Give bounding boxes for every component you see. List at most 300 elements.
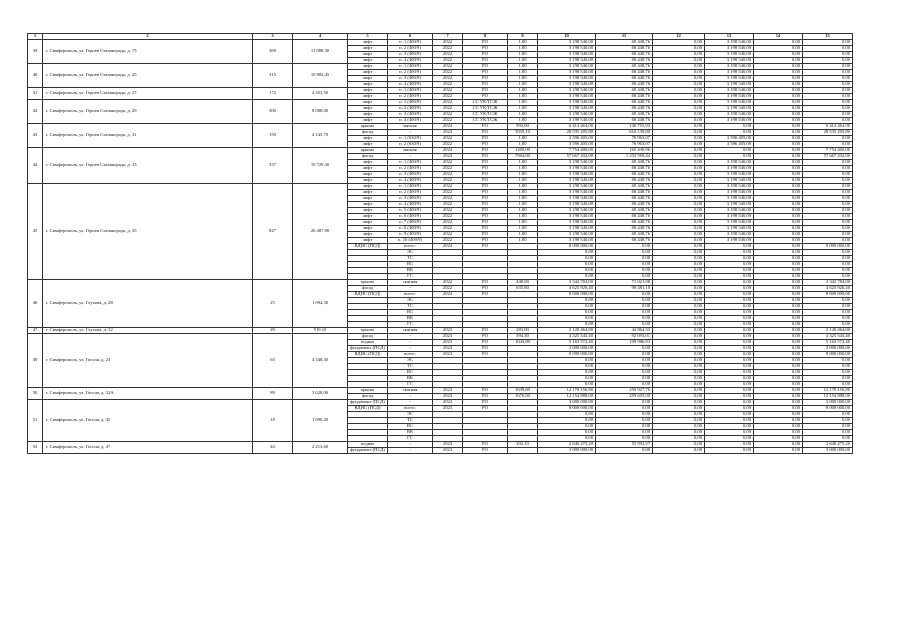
table-cell: 3 198 540,00 bbox=[705, 106, 754, 112]
table-cell: 0,00 bbox=[653, 64, 705, 70]
table-cell: РО bbox=[463, 442, 508, 448]
table-cell: 5 163 572,40 bbox=[538, 340, 596, 346]
table-cell: 0,00 bbox=[754, 364, 803, 370]
table-cell: 0,00 bbox=[754, 40, 803, 46]
table-cell: 3 198 540,00 bbox=[538, 76, 596, 82]
table-cell: фундамент (ПСД) bbox=[348, 448, 388, 454]
table-cell: 0,00 bbox=[754, 358, 803, 364]
table-cell: РО bbox=[463, 202, 508, 208]
table-cell: 68 448,76 bbox=[596, 238, 653, 244]
count-cell: 25 bbox=[253, 280, 293, 328]
area-cell: 4 353,50 bbox=[293, 88, 348, 100]
table-cell: 2022 bbox=[433, 226, 463, 232]
table-cell: 3 198 540,00 bbox=[538, 118, 596, 124]
table-cell: 0,00 bbox=[705, 406, 754, 412]
table-cell: 0,00 bbox=[653, 346, 705, 352]
table-cell: 3 198 540,00 bbox=[705, 70, 754, 76]
table-cell: лифт bbox=[348, 238, 388, 244]
table-cell: 1,00 bbox=[508, 214, 538, 220]
table-cell: 3 198 540,00 bbox=[705, 160, 754, 166]
table-cell: 98 481,10 bbox=[596, 286, 653, 292]
table-cell: 0,00 bbox=[653, 376, 705, 382]
table-cell: 0,00 bbox=[754, 382, 803, 388]
table-cell: 0,00 bbox=[803, 94, 853, 100]
table-cell: 0,00 bbox=[803, 436, 853, 442]
table-cell: п. 8 (400/9) bbox=[388, 226, 433, 232]
table-cell: лифт bbox=[348, 70, 388, 76]
table-cell: 0,00 bbox=[538, 322, 596, 328]
table-cell: 3 000 000,00 bbox=[803, 400, 853, 406]
table-cell: п. 3 (400/9) bbox=[388, 172, 433, 178]
table-cell: 2022 bbox=[433, 118, 463, 124]
area-cell: 10 729,30 bbox=[293, 148, 348, 184]
table-cell: 2 640 475,20 bbox=[803, 442, 853, 448]
table-cell: 68 448,76 bbox=[596, 106, 653, 112]
table-cell: 68 448,76 bbox=[596, 58, 653, 64]
table-cell: 0,00 bbox=[803, 196, 853, 202]
table-cell: 3 198 540,00 bbox=[705, 208, 754, 214]
table-cell: 0,00 bbox=[705, 148, 754, 154]
table-cell: 0,00 bbox=[596, 448, 653, 454]
table-cell: 0,00 bbox=[596, 316, 653, 322]
table-cell: 0,00 bbox=[596, 436, 653, 442]
table-cell: РО bbox=[463, 58, 508, 64]
table-body bbox=[28, 40, 853, 454]
table-cell: 202,10 bbox=[508, 442, 538, 448]
table-cell: 3 198 540,00 bbox=[538, 232, 596, 238]
table-cell: 0,00 bbox=[754, 316, 803, 322]
table-cell: 3 198 540,00 bbox=[705, 172, 754, 178]
table-cell: 0,00 bbox=[705, 364, 754, 370]
table-cell: 0,00 bbox=[705, 382, 754, 388]
table-cell: 0,00 bbox=[754, 268, 803, 274]
table-cell: 0,00 bbox=[653, 448, 705, 454]
table-cell: 0,00 bbox=[754, 406, 803, 412]
table-cell: 3 198 540,00 bbox=[538, 226, 596, 232]
table-cell: 2023 bbox=[433, 340, 463, 346]
table-cell: п. 10 (400/9) bbox=[388, 238, 433, 244]
address-cell: г. Симферополь, ул. Героев Сталинграда, д. 25 bbox=[43, 64, 253, 88]
address-cell: г. Симферополь, ул. Глухова, д. 28 bbox=[43, 280, 253, 328]
table-cell: 1676,00 bbox=[508, 394, 538, 400]
table-cell: п. 2 (400/9) bbox=[388, 94, 433, 100]
table-cell: 0,00 bbox=[705, 358, 754, 364]
table-cell: 3 198 540,00 bbox=[538, 172, 596, 178]
table-cell: 0,00 bbox=[754, 232, 803, 238]
table-cell: 2022 bbox=[433, 76, 463, 82]
table-cell: 0,00 bbox=[538, 430, 596, 436]
table-cell: 3 000 000,00 bbox=[538, 448, 596, 454]
table-cell: 68 448,76 bbox=[596, 64, 653, 70]
table-cell: РО bbox=[463, 388, 508, 394]
table-cell: 0,00 bbox=[538, 418, 596, 424]
table-cell: 0,00 bbox=[754, 280, 803, 286]
table-cell: - bbox=[388, 394, 433, 400]
count-cell: 18 bbox=[253, 400, 293, 442]
table-cell: 0,00 bbox=[653, 382, 705, 388]
table-cell: лифт bbox=[348, 172, 388, 178]
table-cell: крыша bbox=[348, 280, 388, 286]
table-cell: 0,00 bbox=[754, 238, 803, 244]
table-cell: 0,00 bbox=[705, 244, 754, 250]
table-cell: скатная bbox=[388, 280, 433, 286]
table-cell: лифт bbox=[348, 88, 388, 94]
count-cell: 29 bbox=[253, 328, 293, 334]
table-cell: 0,00 bbox=[596, 430, 653, 436]
table-cell: 3 596 405,00 bbox=[705, 136, 754, 142]
count-cell: 89 bbox=[253, 388, 293, 400]
table-cell: п. 2 (400/9) bbox=[388, 70, 433, 76]
table-cell: РО bbox=[463, 178, 508, 184]
table-cell: 0,00 bbox=[653, 274, 705, 280]
table-cell: 2022 bbox=[433, 136, 463, 142]
table-cell: 0,00 bbox=[803, 226, 853, 232]
table-cell: фасад bbox=[348, 154, 388, 160]
table-cell: РО bbox=[463, 148, 508, 154]
table-cell: 0,00 bbox=[754, 250, 803, 256]
table-cell: 68 448,76 bbox=[596, 40, 653, 46]
table-cell: 0,00 bbox=[653, 304, 705, 310]
table-cell: СС УК/ТСЖ bbox=[463, 112, 508, 118]
address-cell: г. Симферополь, ул. Героев Сталинграда, д. 29 bbox=[43, 100, 253, 124]
table-cell: 2022 bbox=[433, 184, 463, 190]
table-cell: 1,00 bbox=[508, 88, 538, 94]
table-cell: 0,00 bbox=[803, 82, 853, 88]
table-cell: ЭС bbox=[388, 250, 433, 256]
table-cell: 0,00 bbox=[705, 340, 754, 346]
table-cell: 12 170 156,80 bbox=[803, 388, 853, 394]
table-cell: 0,00 bbox=[803, 262, 853, 268]
table-cell: 0,00 bbox=[596, 346, 653, 352]
table-cell: 0,00 bbox=[803, 232, 853, 238]
table-cell: 2023 bbox=[433, 394, 463, 400]
table-cell: 0,00 bbox=[754, 244, 803, 250]
table-cell: 0,00 bbox=[653, 322, 705, 328]
table-cell: 0,00 bbox=[754, 292, 803, 298]
area-cell: 26 487,90 bbox=[293, 184, 348, 280]
table-cell: 1200,00 bbox=[508, 148, 538, 154]
count-cell: 44 bbox=[253, 442, 293, 454]
table-cell: - bbox=[388, 400, 433, 406]
table-cell: 0,00 bbox=[538, 376, 596, 382]
table-cell: 2024 bbox=[433, 346, 463, 352]
table-cell: РО bbox=[463, 76, 508, 82]
table-cell: 57 667 432,00 bbox=[803, 154, 853, 160]
table-cell: РО bbox=[463, 244, 508, 250]
table-cell: 0,00 bbox=[754, 400, 803, 406]
table-cell: 0,00 bbox=[538, 310, 596, 316]
table-cell: 2022 bbox=[433, 112, 463, 118]
table-cell: 68 448,76 bbox=[596, 226, 653, 232]
table-cell: 2022 bbox=[433, 202, 463, 208]
area-cell: 8 008,00 bbox=[293, 100, 348, 124]
table-cell: 0,00 bbox=[653, 106, 705, 112]
row-number: 41 bbox=[28, 88, 43, 100]
table-cell: 0,00 bbox=[538, 274, 596, 280]
table-cell: 0,00 bbox=[803, 418, 853, 424]
table-cell: 2023 bbox=[433, 442, 463, 448]
table-cell: 3 198 540,00 bbox=[538, 166, 596, 172]
table-cell: 3 198 540,00 bbox=[705, 238, 754, 244]
table-cell: 0,00 bbox=[754, 394, 803, 400]
table-cell: 0,00 bbox=[653, 424, 705, 430]
table-cell: 68 448,76 bbox=[596, 208, 653, 214]
table-cell: - bbox=[388, 448, 433, 454]
table-cell: 0,00 bbox=[653, 328, 705, 334]
table-cell: 0,00 bbox=[803, 430, 853, 436]
table-cell: 68 448,76 bbox=[596, 178, 653, 184]
table-cell: ВДИС (ПСД) bbox=[348, 352, 388, 358]
table-cell: - bbox=[388, 154, 433, 160]
table-cell: 5 163 572,40 bbox=[803, 340, 853, 346]
count-cell: 827 bbox=[253, 184, 293, 280]
table-cell: 0,00 bbox=[803, 256, 853, 262]
table-cell: 0,00 bbox=[596, 274, 653, 280]
table-cell: ВС bbox=[388, 310, 433, 316]
table-cell: 6 414 464,00 bbox=[803, 124, 853, 130]
table-cell: ГС bbox=[388, 322, 433, 328]
table-cell: 3 342 784,00 bbox=[538, 280, 596, 286]
table-cell: 2022 bbox=[433, 94, 463, 100]
table-cell: 4 325 543,40 bbox=[538, 334, 596, 340]
table-cell: РО bbox=[463, 46, 508, 52]
table-cell: фасад bbox=[348, 334, 388, 340]
table-cell: лифт bbox=[348, 184, 388, 190]
table-cell: всего: bbox=[388, 292, 433, 298]
table-cell: 2 120 464,00 bbox=[538, 328, 596, 334]
table-cell: 0,00 bbox=[705, 442, 754, 448]
table-cell: 1,00 bbox=[508, 94, 538, 100]
table-cell: 0,00 bbox=[705, 262, 754, 268]
table-cell: РО bbox=[463, 172, 508, 178]
table-cell: 0,00 bbox=[538, 412, 596, 418]
table-cell: 0,00 bbox=[705, 268, 754, 274]
row-number: 50 bbox=[28, 388, 43, 400]
table-cell: 0,00 bbox=[803, 370, 853, 376]
table-cell: лифт bbox=[348, 220, 388, 226]
table-cell: 2023 bbox=[433, 448, 463, 454]
table-cell: 0,00 bbox=[803, 46, 853, 52]
table-cell: крыша bbox=[348, 388, 388, 394]
table-cell: лифт bbox=[348, 136, 388, 142]
table-cell: всего: bbox=[388, 352, 433, 358]
table-cell: 136 755,93 bbox=[596, 124, 653, 130]
table-cell: 2024 bbox=[433, 400, 463, 406]
table-cell: 0,00 bbox=[653, 214, 705, 220]
table-cell: 1,00 bbox=[508, 58, 538, 64]
repair-program-table bbox=[27, 33, 853, 454]
table-cell: 0,00 bbox=[596, 376, 653, 382]
table-cell: 0,00 bbox=[754, 166, 803, 172]
table-cell: п. 9 (400/9) bbox=[388, 232, 433, 238]
table-cell: РО bbox=[463, 142, 508, 148]
table-cell: 0,00 bbox=[653, 58, 705, 64]
table-cell: 8 000 000,00 bbox=[538, 352, 596, 358]
table-cell: 0,00 bbox=[803, 64, 853, 70]
table-cell: лифт bbox=[348, 52, 388, 58]
table-cell: 3 198 540,00 bbox=[705, 226, 754, 232]
table-cell: 3939,10 bbox=[508, 130, 538, 136]
table-cell: 0,00 bbox=[754, 52, 803, 58]
table-cell: РО bbox=[463, 448, 508, 454]
table-cell: подвал bbox=[348, 340, 388, 346]
table-cell: 2 640 475,20 bbox=[538, 442, 596, 448]
table-cell: РО bbox=[463, 70, 508, 76]
table-cell: 3 198 540,00 bbox=[705, 166, 754, 172]
table-cell: 0,00 bbox=[803, 190, 853, 196]
table-cell: 0,00 bbox=[653, 178, 705, 184]
table-cell: 0,00 bbox=[754, 94, 803, 100]
table-cell: 0,00 bbox=[803, 376, 853, 382]
table-cell: 1,00 bbox=[508, 76, 538, 82]
table-cell: 0,00 bbox=[596, 292, 653, 298]
table-cell: 0,00 bbox=[754, 88, 803, 94]
table-cell: 0,00 bbox=[803, 70, 853, 76]
table-cell: 3 198 540,00 bbox=[705, 88, 754, 94]
table-cell: 68 448,76 bbox=[596, 112, 653, 118]
table-cell: 3 198 540,00 bbox=[705, 52, 754, 58]
table-cell: лифт bbox=[348, 208, 388, 214]
table-cell: всего: bbox=[388, 244, 433, 250]
table-cell: 2022 bbox=[433, 178, 463, 184]
table-cell: 0,00 bbox=[754, 106, 803, 112]
table-cell: 68 448,76 bbox=[596, 232, 653, 238]
table-cell: п. 1 (400/9) bbox=[388, 100, 433, 106]
table-cell: 0,00 bbox=[803, 238, 853, 244]
table-cell: 1,00 bbox=[508, 202, 538, 208]
table-cell: 8 000 000,00 bbox=[803, 406, 853, 412]
table-cell: 0,00 bbox=[754, 112, 803, 118]
table-cell: РО bbox=[463, 52, 508, 58]
table-cell: 0,00 bbox=[653, 52, 705, 58]
table-cell: 0,00 bbox=[803, 214, 853, 220]
table-cell: 3 198 540,00 bbox=[705, 220, 754, 226]
address-cell: г. Симферополь, ул. Героев Сталинграда, д. 73 bbox=[43, 40, 253, 64]
table-cell: 1,00 bbox=[508, 232, 538, 238]
table-cell: 3 198 540,00 bbox=[705, 112, 754, 118]
table-cell: 76 963,07 bbox=[596, 136, 653, 142]
table-cell: 0,00 bbox=[653, 40, 705, 46]
table-cell: 0,00 bbox=[754, 58, 803, 64]
table-cell: 0,00 bbox=[596, 358, 653, 364]
table-cell: 0,00 bbox=[705, 418, 754, 424]
column-header: 8 bbox=[463, 34, 508, 40]
table-cell: 0,00 bbox=[803, 76, 853, 82]
table-cell: 0,00 bbox=[653, 256, 705, 262]
table-cell: 0,00 bbox=[653, 388, 705, 394]
table-cell: 0,00 bbox=[705, 370, 754, 376]
table-cell: 0,00 bbox=[803, 160, 853, 166]
table-cell: п. 1 (400/9) bbox=[388, 184, 433, 190]
column-header: 11 bbox=[596, 34, 653, 40]
table-cell: 0,00 bbox=[653, 298, 705, 304]
table-cell: 0,00 bbox=[596, 256, 653, 262]
table-cell: п. 4 (400/9) bbox=[388, 82, 433, 88]
table-cell: ВК bbox=[388, 268, 433, 274]
table-cell: п. 3 (400/9) bbox=[388, 112, 433, 118]
table-cell: 2022 bbox=[433, 190, 463, 196]
table-cell: фасад bbox=[348, 394, 388, 400]
table-cell: лифт bbox=[348, 214, 388, 220]
table-cell: лифт bbox=[348, 100, 388, 106]
table-cell: ВК bbox=[388, 376, 433, 382]
table-cell: 0,00 bbox=[754, 328, 803, 334]
table-cell: 3 198 540,00 bbox=[705, 58, 754, 64]
table-cell: 0,00 bbox=[596, 250, 653, 256]
table-cell: 0,00 bbox=[705, 352, 754, 358]
table-cell: п. 5 (400/9) bbox=[388, 208, 433, 214]
table-cell: 0,00 bbox=[705, 448, 754, 454]
table-cell: 0,00 bbox=[653, 136, 705, 142]
table-cell: 2023 bbox=[433, 406, 463, 412]
count-cell: 315 bbox=[253, 64, 293, 88]
table-cell: РО bbox=[463, 214, 508, 220]
table-cell: 610 139,80 bbox=[596, 130, 653, 136]
table-cell: п. 4 (400/9) bbox=[388, 58, 433, 64]
table-cell: 28 535 205,80 bbox=[803, 130, 853, 136]
table-cell: 0,00 bbox=[596, 418, 653, 424]
table-cell: ГС bbox=[388, 274, 433, 280]
table-cell: фасад bbox=[348, 130, 388, 136]
column-header: 3 bbox=[253, 34, 293, 40]
table-cell: 165 430,96 bbox=[596, 148, 653, 154]
table-cell: - bbox=[388, 346, 433, 352]
row-number: 42 bbox=[28, 100, 43, 124]
table-cell: крыша bbox=[348, 328, 388, 334]
table-cell: 0,00 bbox=[754, 82, 803, 88]
table-cell: 0,00 bbox=[596, 412, 653, 418]
table-cell: 0,00 bbox=[754, 214, 803, 220]
table-cell: - bbox=[388, 286, 433, 292]
table-cell: 0,00 bbox=[653, 238, 705, 244]
table-cell: 0,00 bbox=[653, 220, 705, 226]
table-cell: 2022 bbox=[433, 232, 463, 238]
table-cell: лифт bbox=[348, 190, 388, 196]
table-cell: 0,00 bbox=[653, 100, 705, 106]
column-header: 13 bbox=[705, 34, 754, 40]
table-cell: лифт bbox=[348, 226, 388, 232]
table-cell: 0,00 bbox=[803, 40, 853, 46]
table-cell: п. 4 (400/9) bbox=[388, 178, 433, 184]
table-cell: лифт bbox=[348, 112, 388, 118]
table-cell: 0,00 bbox=[653, 202, 705, 208]
table-cell: 0,00 bbox=[754, 124, 803, 130]
table-cell: 0,00 bbox=[803, 52, 853, 58]
table-cell: 0,00 bbox=[705, 256, 754, 262]
table-cell: 1,00 bbox=[508, 172, 538, 178]
table-cell: фасад bbox=[348, 286, 388, 292]
table-cell: 12 154 888,00 bbox=[803, 394, 853, 400]
table-cell: ВДИС (ПСД) bbox=[348, 244, 388, 250]
table-cell: 2 120 464,00 bbox=[803, 328, 853, 334]
table-cell: 0,00 bbox=[754, 424, 803, 430]
table-cell: РО bbox=[463, 328, 508, 334]
table-cell: СС УК/ТСЖ bbox=[463, 118, 508, 124]
table-cell: 0,00 bbox=[596, 268, 653, 274]
table-cell: 0,00 bbox=[754, 256, 803, 262]
table-cell: ЭС bbox=[388, 358, 433, 364]
table-cell: 7964,00 bbox=[508, 154, 538, 160]
table-cell: 0,00 bbox=[754, 310, 803, 316]
table-cell: 0,00 bbox=[803, 250, 853, 256]
table-cell: 0,00 bbox=[653, 442, 705, 448]
row-number: 47 bbox=[28, 328, 43, 334]
table-cell: 0,00 bbox=[754, 448, 803, 454]
table-cell: лифт bbox=[348, 166, 388, 172]
table-cell: 0,00 bbox=[754, 130, 803, 136]
table-cell: 3 596 405,00 bbox=[705, 142, 754, 148]
table-cell: 2024 bbox=[433, 244, 463, 250]
